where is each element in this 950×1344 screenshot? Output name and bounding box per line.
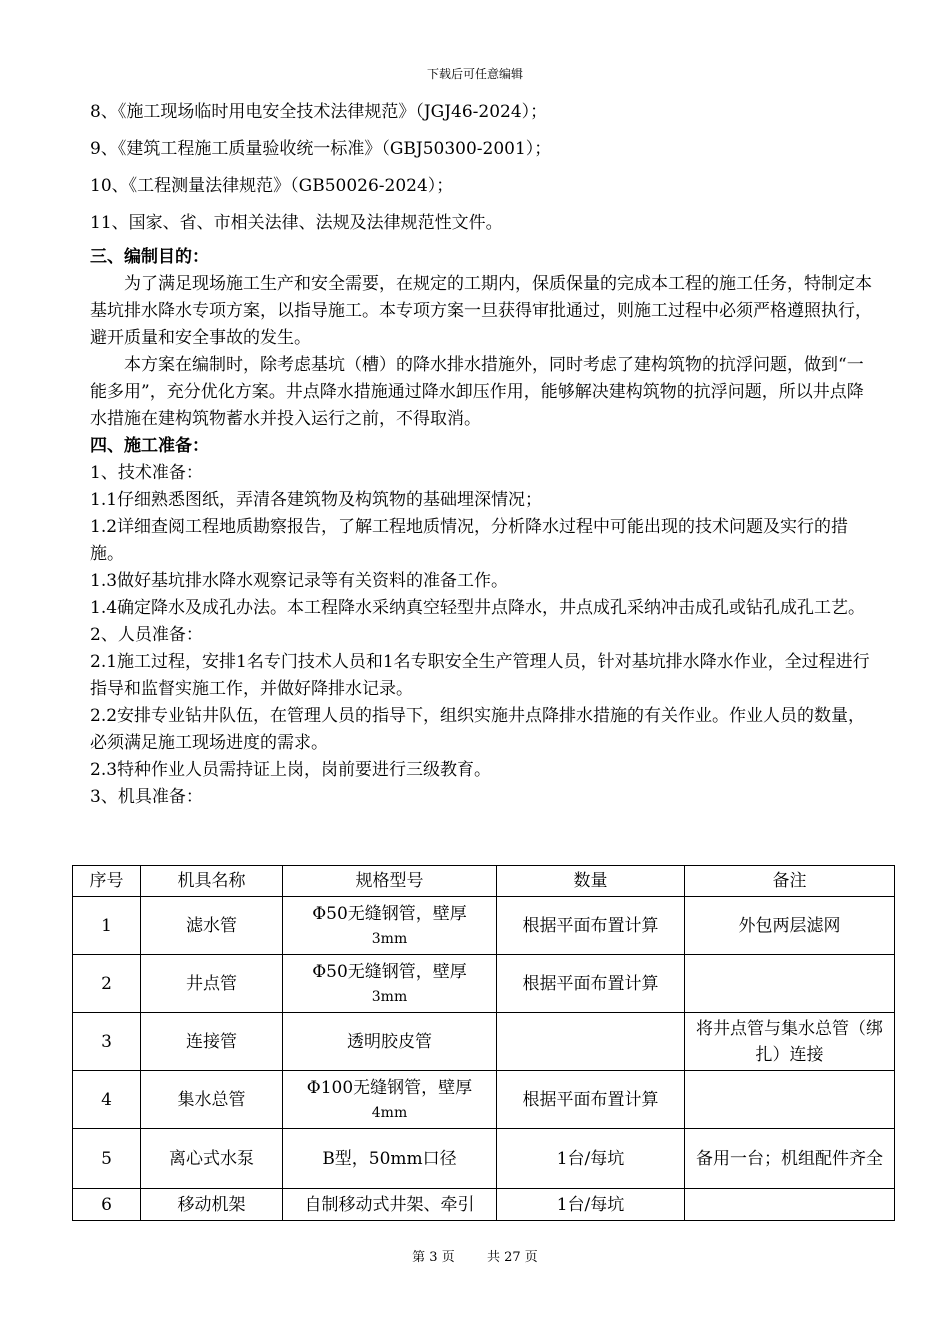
paragraph: 为了满足现场施工生产和安全需要，在规定的工期内，保质保量的完成本工程的施工任务，特制定本基坑排水降水专项方案，以指导施工。本专项方案一旦获得审批通过，则施工过程中必须严格遵照执行，避开质量和安全事故的发生。 — [90, 274, 872, 348]
spec-line: 3mm — [371, 988, 408, 1005]
column-header: 序号 — [73, 866, 141, 897]
section-heading-purpose: 三、编制目的： — [90, 247, 209, 267]
list-item: 1.4确定降水及成孔办法。本工程降水采纳真空轻型井点降水，井点成孔采纳冲击成孔或钻孔成孔工艺。 — [90, 598, 866, 618]
list-item: 1.1仔细熟悉图纸，弄清各建筑物及构筑物的基础埋深情况； — [90, 490, 543, 510]
list-item: 1.2详细查阅工程地质勘察报告，了解工程地质情况，分析降水过程中可能出现的技术问题及实行的措施。 — [90, 517, 849, 564]
table-cell — [283, 1071, 497, 1129]
table-row — [73, 1129, 895, 1189]
list-item: 2.3特种作业人员需持证上岗，岗前要进行三级教育。 — [90, 760, 492, 780]
table-cell — [283, 897, 497, 955]
table-cell: 1 — [73, 897, 141, 955]
table-cell — [685, 1189, 895, 1221]
column-header: 数量 — [497, 866, 685, 897]
table-cell: 井点管 — [141, 955, 283, 1013]
list-item: 1.3做好基坑排水降水观察记录等有关资料的准备工作。 — [90, 571, 509, 591]
table-cell: 根据平面布置计算 — [497, 897, 685, 955]
table-cell: 集水总管 — [141, 1071, 283, 1129]
paragraph: 本方案在编制时，除考虑基坑（槽）的降水排水措施外，同时考虑了建构筑物的抗浮问题，做到“一能多用”，充分优化方案。井点降水措施通过降水卸压作用，能够解决建构筑物的抗浮问题，所以井点降水措施在建构筑物蓄水并投入运行之前，不得取消。 — [90, 355, 864, 429]
table-cell: 2 — [73, 955, 141, 1013]
spec-line: Φ50无缝钢管，壁厚 — [312, 903, 467, 924]
table-row — [73, 1013, 895, 1071]
table-cell: 将井点管与集水总管（绑扎）连接 — [685, 1013, 895, 1071]
spec-line: Φ50无缝钢管，壁厚 — [312, 961, 467, 982]
subsection-heading: 1、技术准备： — [90, 463, 203, 483]
table-cell: B型，50mm口径 — [283, 1129, 497, 1189]
column-header: 规格型号 — [283, 866, 497, 897]
table-row — [73, 1071, 895, 1129]
table-cell — [685, 955, 895, 1013]
page-footer — [0, 1246, 950, 1265]
table-cell: 离心式水泵 — [141, 1129, 283, 1189]
reference-item: 11、国家、省、市相关法律、法规及法律规范性文件。 — [90, 213, 503, 233]
spec-line: 4mm — [371, 1104, 408, 1121]
subsection-heading: 2、人员准备： — [90, 625, 203, 645]
subsection-heading: 3、机具准备： — [90, 787, 203, 807]
table-header-row — [73, 866, 895, 897]
table-cell: 连接管 — [141, 1013, 283, 1071]
table-cell: 自制移动式井架、牵引 — [283, 1189, 497, 1221]
table-cell: 4 — [73, 1071, 141, 1129]
table-cell: 6 — [73, 1189, 141, 1221]
page-header: 下载后可任意编辑 — [426, 67, 523, 81]
list-item: 2.1施工过程，安排1名专门技术人员和1名专职安全生产管理人员，针对基坑排水降水作业，全过程进行指导和监督实施工作，并做好降排水记录。 — [90, 652, 870, 699]
reference-item: 10、《工程测量法律规范》（GB50026-2024）； — [90, 176, 454, 196]
page-number: 第 3 页 — [412, 1250, 455, 1265]
reference-item: 9、《建筑工程施工质量验收统一标准》（GBJ50300-2001）； — [90, 139, 552, 159]
table-cell: 5 — [73, 1129, 141, 1189]
table-row — [73, 1189, 895, 1221]
reference-item: 8、《施工现场临时用电安全技术法律规范》（JGJ46-2024）； — [90, 102, 548, 122]
table-cell: 移动机架 — [141, 1189, 283, 1221]
table-row — [73, 955, 895, 1013]
spec-line: 3mm — [371, 930, 408, 947]
table-cell: 根据平面布置计算 — [497, 955, 685, 1013]
table-cell — [685, 1071, 895, 1129]
document-body — [90, 94, 874, 811]
page-total: 共 27 页 — [487, 1250, 538, 1265]
table-cell: 备用一台；机组配件齐全 — [685, 1129, 895, 1189]
table-cell: 1台/每坑 — [497, 1189, 685, 1221]
table-cell: 透明胶皮管 — [283, 1013, 497, 1071]
table-cell: 外包两层滤网 — [685, 897, 895, 955]
list-item: 2.2安排专业钻井队伍，在管理人员的指导下，组织实施井点降排水措施的有关作业。作业人员的数量，必须满足施工现场进度的需求。 — [90, 706, 866, 753]
table-row — [73, 897, 895, 955]
spec-line: Φ100无缝钢管，壁厚 — [306, 1077, 473, 1098]
column-header: 机具名称 — [141, 866, 283, 897]
table-cell — [497, 1013, 685, 1071]
table-cell: 1台/每坑 — [497, 1129, 685, 1189]
table-cell — [283, 955, 497, 1013]
table-cell: 3 — [73, 1013, 141, 1071]
table-cell: 滤水管 — [141, 897, 283, 955]
table-cell: 根据平面布置计算 — [497, 1071, 685, 1129]
section-heading-preparation: 四、施工准备： — [90, 436, 209, 456]
column-header: 备注 — [685, 866, 895, 897]
equipment-table — [72, 865, 895, 1221]
